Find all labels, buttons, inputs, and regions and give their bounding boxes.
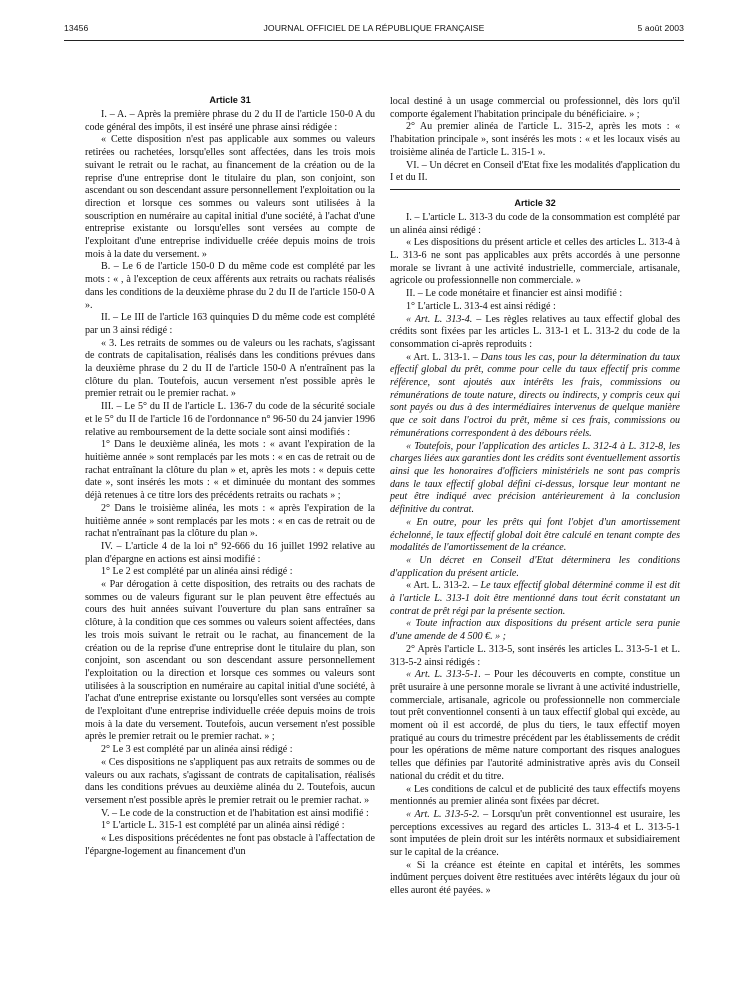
paragraph: 2° Après l'article L. 313-5, sont insérés les articles L. 313-5-1 et L. 313-5-2 ainsi rédigés : bbox=[390, 643, 680, 668]
paragraph: « Par dérogation à cette disposition, des retraits ou des rachats de sommes ou de valeurs figurant sur le plan peuvent être effectués au cours des huit années suivant l'ouverture du plan sans entraîner sa clôture, à la condition que ces sommes ou valeurs soient affectées, dans les trois mois suivant le retrait ou le rachat, au financement de la création ou de la reprise d'une entreprise dont le titulaire du plan, son conjoint, son ascendant ou son descendant assure personnellement l'exploitation ou la direction et lorsque ces sommes ou valeurs sont utilisées à la souscription en numéraire au capital initial d'une société, à l'achat d'une entreprise existante ou lorsqu'elles sont versées au compte de l'exploitant d'une entreprise individuelle créée depuis moins de trois mois à la date du versement. Toutefois, aucun versement n'est possible après le premier retrait ou le premier rachat. » ; bbox=[85, 579, 375, 743]
paragraph: I. – L'article L. 313-3 du code de la consommation est complété par un alinéa ainsi rédigé : bbox=[390, 211, 680, 236]
paragraph: 1° L'article L. 313-4 est ainsi rédigé : bbox=[406, 300, 556, 312]
paragraph: « Cette disposition n'est pas applicable aux sommes ou valeurs retirées ou rachetées, lorsqu'elles sont affectées, dans les trois mois suivant le retrait ou le rachat, au financement de la création ou de la reprise d'une entreprise dont le titulaire du plan, son conjoint, son ascendant ou son descendant assure personnellement l'exploitation ou la direction et lorsque ces sommes ou valeurs sont utilisées à la souscription en numéraire au capital initial d'une société, à l'achat d'une entreprise existante ou lorsqu'elles sont versées au compte de l'exploitant d'une entreprise individuelle créée depuis moins de trois mois à la date du versement. » bbox=[85, 134, 375, 260]
article-text: – Dans tous les cas, pour la détermination du taux effectif global du prêt, comme pour celle du taux effectif pris comme référence, sont ajoutés aux intérêts les frais, commissions ou rémunérations de toute nature, directs ou indirects, y compris ceux qui sont payés ou dus à des intermédiaires intervenus de quelque manière que ce soit dans l'octroi du prêt, même si ces frais, commissions ou rémunérations correspondent à des débours réels. bbox=[390, 351, 681, 439]
italic-text: « Toute infraction aux dispositions du présent article sera punie d'une amende de 4 500 €. » ; bbox=[390, 618, 680, 643]
article-ref: « Art. L. 313-2. bbox=[406, 580, 470, 592]
journal-title: JOURNAL OFFICIEL DE LA RÉPUBLIQUE FRANÇAISE bbox=[263, 23, 485, 33]
paragraph bbox=[390, 580, 680, 618]
paragraph: I. – A. – Après la première phrase du 2 du II de l'article 150-0 A du code général des impôts, il est inséré une phrase ainsi rédigée : bbox=[85, 109, 375, 133]
publication-date: 5 août 2003 bbox=[637, 23, 684, 33]
paragraph: IV. – L'article 4 de la loi n° 92-666 du 16 juillet 1992 relative au plan d'épargne en actions est ainsi modifié : bbox=[85, 540, 375, 565]
paragraph: « Ces dispositions ne s'appliquent pas aux retraits de sommes ou de valeurs ou aux rachats, s'agissant de contrats de capitalisation, réalisés dans les conditions prévues au deuxième alinéa du 2. Toutefois, aucun versement n'est possible après le premier retrait ou le premier rachat. » bbox=[85, 756, 375, 806]
paragraph: « 3. Les retraits de sommes ou de valeurs ou les rachats, s'agissant de contrats de capitalisation, réalisés dans les conditions prévues dans la deuxième phrase du 2 du II de l'article 150-0 A n'entraînent pas la clôture du plan. Toutefois, aucun versement n'est possible après le premier retrait ou le premier rachat. » bbox=[85, 337, 375, 400]
italic-text: « Un décret en Conseil d'Etat déterminera les conditions d'application du présent article. bbox=[390, 554, 680, 579]
paragraph: B. – Le 6 de l'article 150-0 D du même code est complété par les mots : « , à l'exception de ceux afférents aux retraits ou rachats réalisés dans les conditions de la deuxième phrase du 2 du II de l'article 150-0 A ». bbox=[85, 261, 375, 311]
article-ref: « Art. L. 313-4. bbox=[406, 313, 473, 325]
paragraph: 1° Dans le deuxième alinéa, les mots : « avant l'expiration de la huitième année » sont remplacés par les mots : « en cas de retrait ou de rachat entraînant la clôture du plan » et, après les mots : « depuis cette date », sont insérés les mots : « et diminuée du montant des sommes déjà retenues à ce titre lors des précédents retraits ou rachats » ; bbox=[85, 439, 375, 502]
paragraph bbox=[390, 352, 680, 441]
italic-text: « En outre, pour les prêts qui font l'objet d'un amortissement échelonné, le taux effectif global doit être calculé en tenant compte des modalités de l'amortissement de la créance. bbox=[390, 516, 680, 554]
paragraph bbox=[390, 618, 680, 643]
paragraph: 1° L'article L. 315-1 est complété par un alinéa ainsi rédigé : bbox=[101, 820, 345, 832]
article-text: – Pour les découverts en compte, constitue un prêt usuraire à une personne morale se livrant à une activité industrielle, commerciale, artisanale, agricole ou professionnelle non commerciale tout prêt conventionnel consenti à un taux effectif global qui excède, au moment où il est accordé, de plus du tiers, le taux effectif moyen pratiqué au cours du trimestre précédent par les établissements de crédit pour les opérations de même nature comportant des risques analogues telles que définies par l'autorité administrative après avis du Conseil national du crédit et du titre. bbox=[390, 669, 680, 782]
article-ref: « Art. L. 313-5-1. bbox=[406, 669, 481, 681]
header-rule bbox=[64, 40, 684, 41]
paragraph: II. – Le code monétaire et financier est ainsi modifié : bbox=[406, 288, 623, 300]
paragraph: 2° Dans le troisième alinéa, les mots : « après l'expiration de la huitième année » sont remplacés par les mots : « en cas de retrait ou de rachat n'entraînant pas la clôture du plan ». bbox=[85, 502, 375, 540]
article-32-box bbox=[390, 189, 680, 898]
paragraph bbox=[390, 517, 680, 555]
right-column bbox=[390, 96, 680, 898]
article-ref: « Art. L. 313-5-2. bbox=[406, 808, 480, 820]
paragraph: VI. – Un décret en Conseil d'Etat fixe les modalités d'application du I et du II. bbox=[390, 159, 680, 184]
italic-text: « Toutefois, pour l'application des articles L. 312-4 à L. 312-8, les charges liées aux garanties dont les crédits sont éventuellement assortis ainsi que les honoraires d'officiers ministériels ne sont pas compris dans le taux effectif global défini ci-dessus, lorsque leur montant ne peut être indiqué avec précision antérieurement à la conclusion définitive du contrat. bbox=[390, 440, 680, 516]
paragraph: « Si la créance est éteinte en capital et intérêts, les sommes indûment perçues doivent être restituées avec intérêts légaux du jour où elles auront été payées. » bbox=[390, 859, 680, 897]
paragraph: local destiné à un usage commercial ou professionnel, dès lors qu'il comporte également l'habitation principale du bénéficiaire. » ; bbox=[390, 96, 680, 120]
paragraph: 1° Le 2 est complété par un alinéa ainsi rédigé : bbox=[101, 566, 293, 578]
page-number: 13456 bbox=[64, 23, 89, 33]
article-32-title: Article 32 bbox=[514, 197, 556, 208]
article-text: – Lorsqu'un prêt conventionnel est usuraire, les perceptions excessives au regard des articles L. 313-4 et L. 313-5-1 sont imputées de plein droit sur les intérêts normaux et subsidiairement sur le capital de la créance. bbox=[390, 808, 680, 859]
paragraph bbox=[390, 314, 680, 352]
paragraph bbox=[390, 669, 680, 783]
paragraph: II. – Le III de l'article 163 quinquies D du même code est complété par un 3 ainsi rédigé : bbox=[85, 312, 375, 336]
paragraph bbox=[390, 441, 680, 517]
page-header bbox=[64, 21, 684, 37]
paragraph bbox=[390, 809, 680, 860]
paragraph: III. – Le 5° du II de l'article L. 136-7 du code de la sécurité sociale et le 5° du II de l'article 16 de l'ordonnance n° 96-50 du 24 janvier 1996 relative au remboursement de la dette sociale sont ainsi modifiés : bbox=[85, 401, 375, 438]
paragraph: 2° Le 3 est complété par un alinéa ainsi rédigé : bbox=[101, 744, 293, 756]
article-text: – Les règles relatives au taux effectif global des crédits sont fixées par les articles L. 313-1 et L. 313-2 du code de la consommation ci-après reproduits : bbox=[390, 313, 681, 350]
paragraph: « Les conditions de calcul et de publicité des taux effectifs moyens mentionnés au premier alinéa sont fixées par décret. bbox=[390, 783, 680, 808]
paragraph bbox=[390, 555, 680, 580]
left-column bbox=[85, 94, 375, 858]
article-ref: « Art. L. 313-1. bbox=[406, 351, 470, 363]
paragraph: V. – Le code de la construction et de l'habitation est ainsi modifié : bbox=[101, 807, 369, 819]
article-text: – Le taux effectif global déterminé comme il est dit à l'article L. 313-1 doit être mentionné dans tout écrit constatant un contrat de prêt régi par la présente section. bbox=[390, 580, 680, 617]
article-31-title: Article 31 bbox=[209, 95, 251, 105]
paragraph: « Les dispositions du présent article et celles des articles L. 313-4 à L. 313-6 ne sont pas applicables aux prêts accordés à une personne morale se livrant à une activité industrielle, commerciale, artisanale, agricole ou professionnelle non commerciale. » bbox=[390, 237, 680, 287]
paragraph: 2° Au premier alinéa de l'article L. 315-2, après les mots : « l'habitation principale », sont insérés les mots : « et les locaux visés au troisième alinéa de l'article L. 315-1 ». bbox=[390, 121, 680, 158]
paragraph: « Les dispositions précédentes ne font pas obstacle à l'affectation de l'épargne-logement au financement d'un bbox=[85, 833, 375, 857]
